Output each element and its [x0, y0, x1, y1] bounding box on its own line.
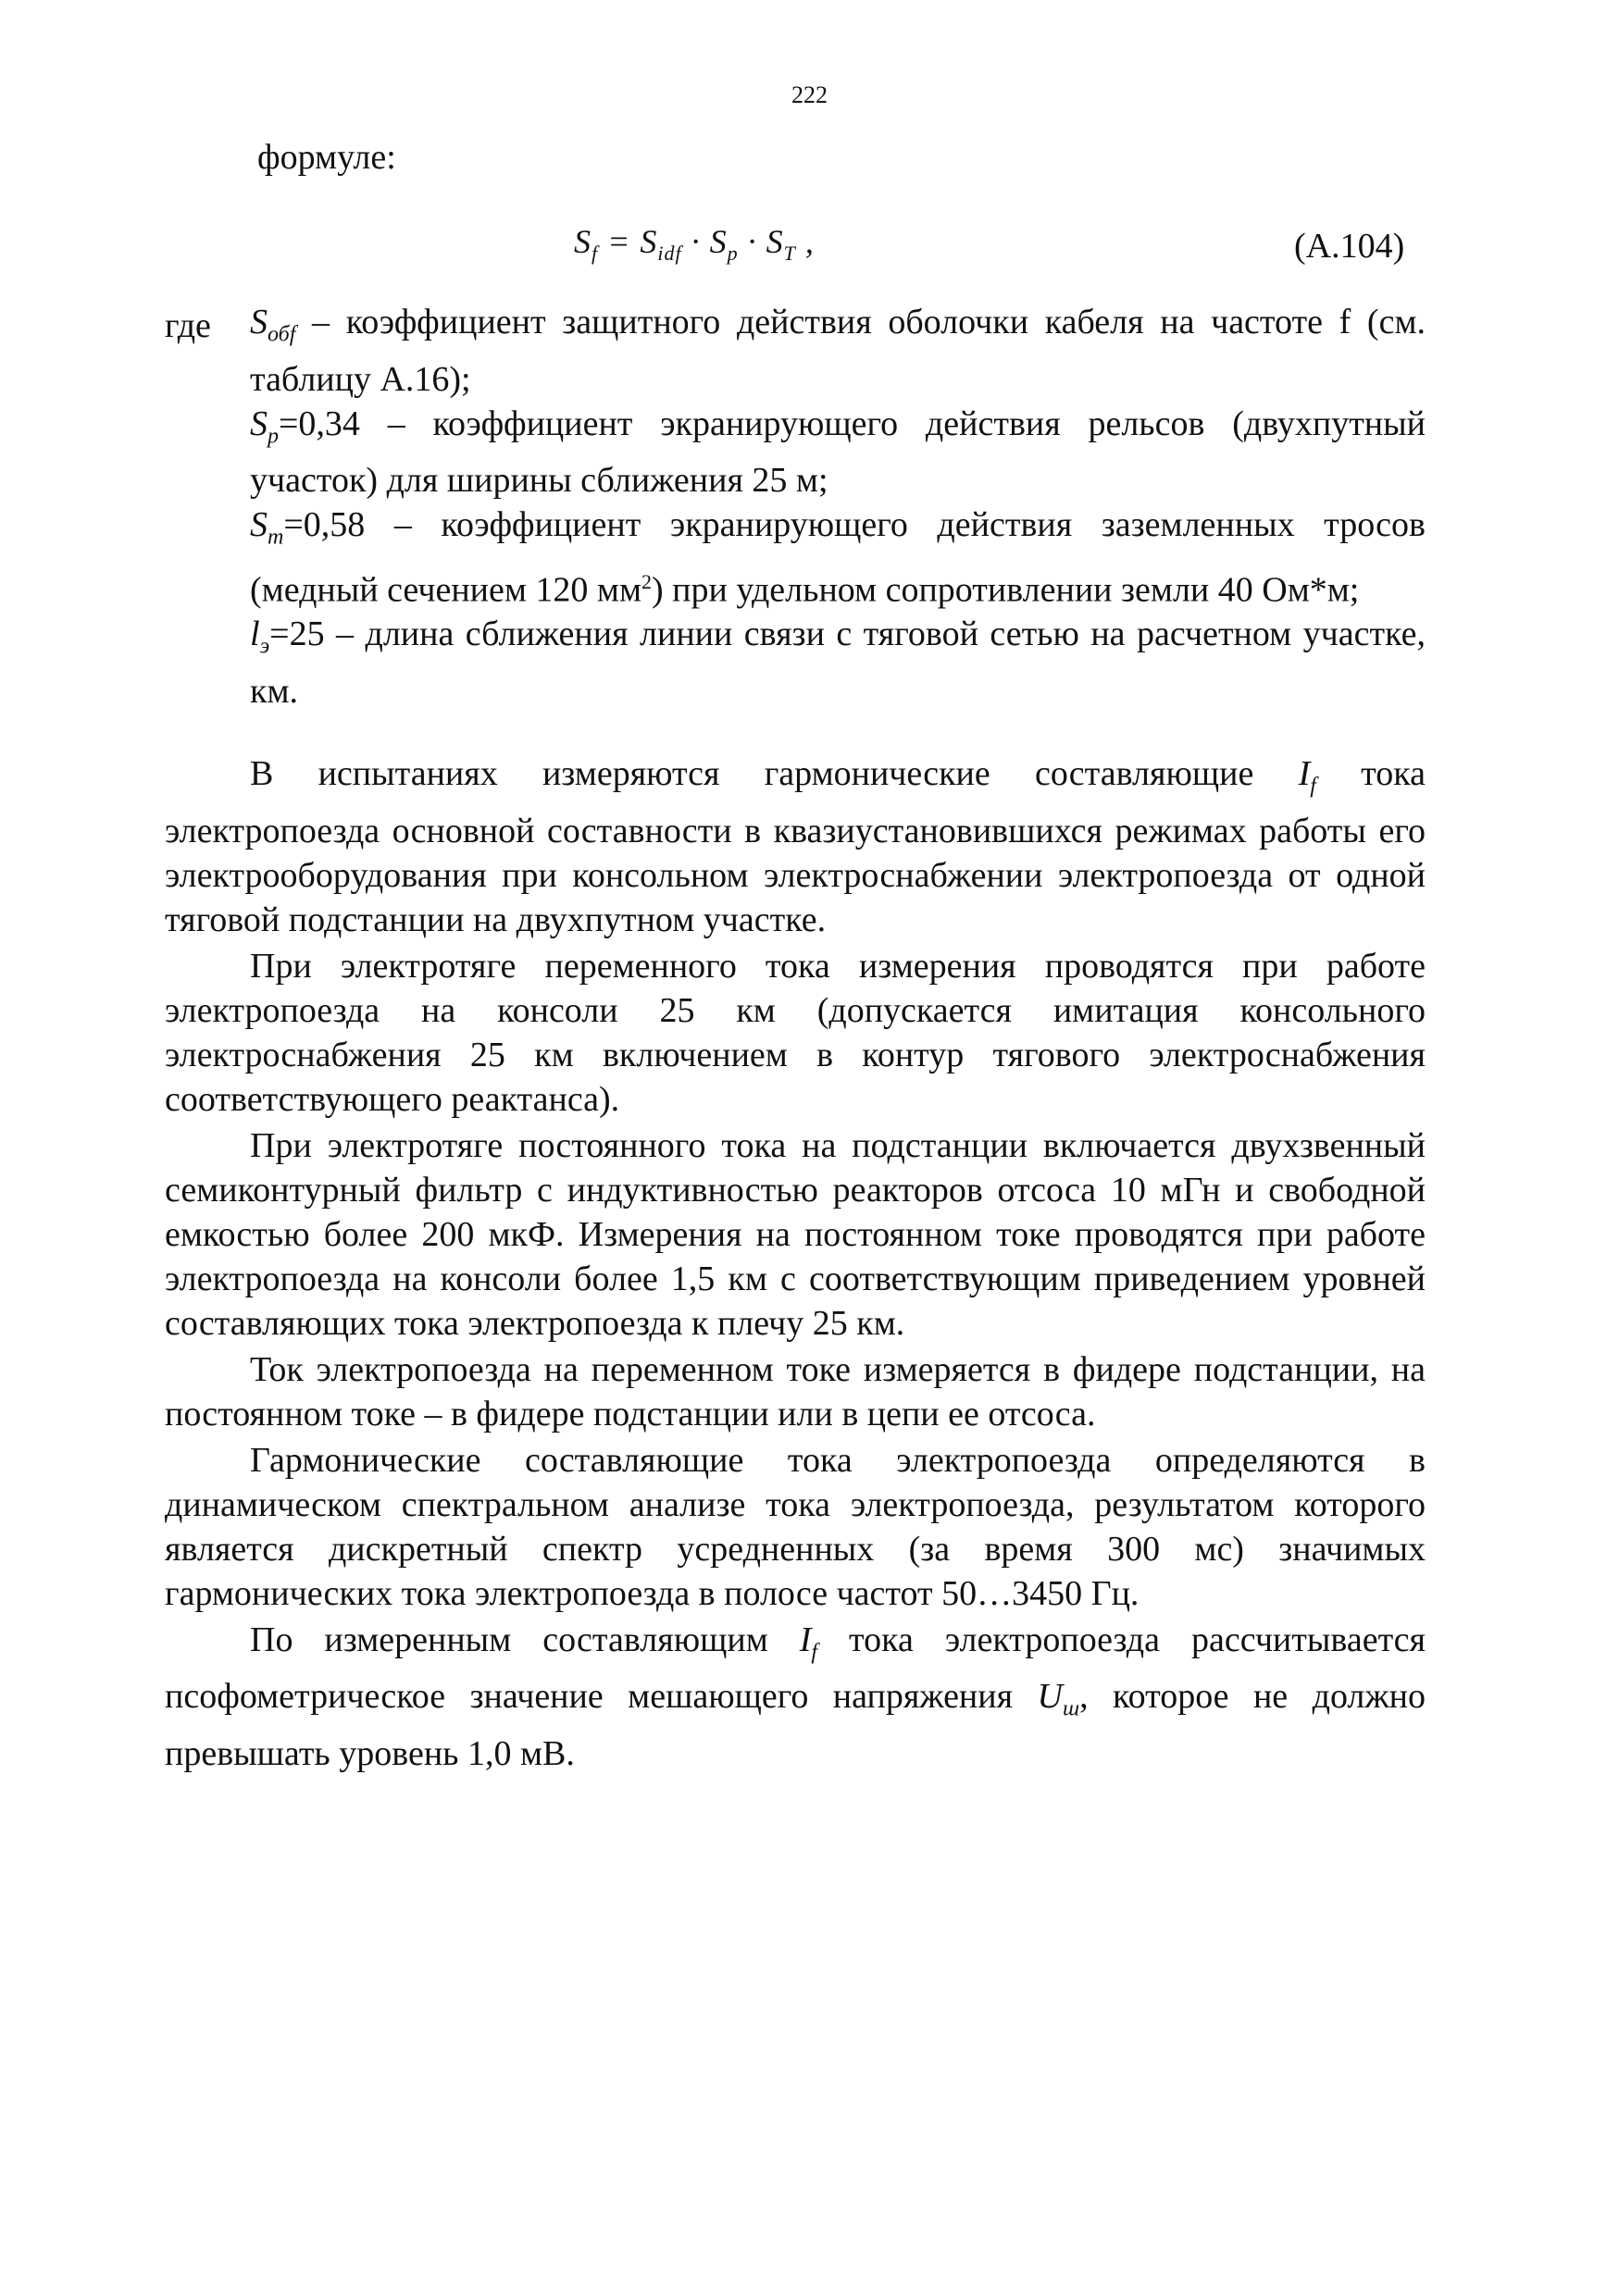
formula-term2-sub: p: [727, 242, 739, 266]
formula-term2: S: [709, 223, 728, 260]
formula-dot2: ·: [738, 223, 766, 260]
voltage-symbol: [1037, 1677, 1080, 1721]
definition-symbol-sub: т: [268, 525, 284, 550]
definition-symbol-base: l: [250, 614, 260, 654]
formula-term1: S: [640, 223, 658, 260]
definition-item: [250, 612, 1426, 714]
definition-item: [250, 300, 1426, 402]
formula-dot1: ·: [681, 223, 710, 260]
definition-symbol: [250, 505, 284, 550]
definition-symbol-sub: э: [259, 635, 270, 660]
where-label: где: [165, 306, 211, 345]
paragraph: [165, 751, 1426, 942]
current-symbol-sub: f: [1310, 774, 1316, 799]
voltage-symbol-base: U: [1037, 1677, 1063, 1717]
formula-lhs-sub: f: [592, 242, 599, 266]
definition-symbol-sub: р: [268, 424, 279, 449]
definition-symbol-base: S: [250, 505, 268, 545]
body-text: [165, 751, 1426, 1778]
definition-text: =0,58 – коэффициент экранирующего действия заземленных тросов (медный сечением 120 мм: [250, 505, 1426, 610]
voltage-symbol-sub: ш: [1062, 1696, 1080, 1721]
paragraph: При электротяге постоянного тока на подстанции включается двухзвенный семиконтурный фильтр с индуктивностью реакторов отсоса 10 мГн и свободной емкостью более 200 мкФ. Измерения на постоянном токе проводятся при работе электропоезда на консоли более 1,5 км с соответствующим приведением уровней составляющих тока электропоезда к плечу 25 км.: [165, 1125, 1426, 1343]
current-symbol-base: I: [1298, 754, 1311, 793]
formula-term3-sub: T: [783, 242, 796, 266]
paragraph: Гармонические составляющие тока электропоезда определяются в динамическом спектральном анализе тока электропоезда, результатом которого является дискретный спектр усредненных (за время 300 мс) значимых гармонических тока электропоезда в полосе частот 50…3450 Гц.: [165, 1440, 1426, 1613]
current-symbol-base: I: [799, 1620, 812, 1659]
definition-symbol: [250, 403, 279, 449]
formula-term3: S: [766, 223, 784, 260]
page-number: 222: [791, 81, 828, 108]
formula-eq: =: [598, 223, 641, 260]
current-symbol: [799, 1620, 818, 1665]
definition-item: [250, 402, 1426, 503]
definition-symbol-sub: обf: [268, 322, 296, 347]
definition-superscript: 2: [641, 569, 653, 593]
current-symbol: [1298, 754, 1316, 799]
definition-item: [250, 503, 1426, 612]
definition-text-continued: ) при удельном сопротивлении земли 40 Ом*м;: [652, 570, 1360, 610]
paragraph: При электротяге переменного тока измерения проводятся при работе электропоезда на консоли 25 км (допускается имитация консольного электроснабжения 25 км включением в контур тягового электроснабжения соответствующего реактанса).: [165, 946, 1426, 1119]
paragraph: Ток электропоезда на переменном токе измеряется в фидере подстанции, на постоянном токе – в фидере подстанции или в цепи ее отсоса.: [165, 1349, 1426, 1433]
paragraph-text: тока электропоезда основной составности в квазиустановившихся режимах работы его электрооборудования при консольном электроснабжении электропоезда от одной тяговой подстанции на двухпутном участке.: [165, 754, 1426, 939]
definition-symbol-base: S: [250, 303, 268, 341]
definition-text: – коэффициент защитного действия оболочки кабеля на частоте f (см. таблицу А.16);: [250, 303, 1426, 399]
paragraph-text: По измеренным составляющим: [250, 1620, 800, 1659]
formula-term1-sub: idf: [657, 242, 682, 266]
definition-symbol-base: S: [250, 403, 268, 443]
paragraph: [165, 1618, 1426, 1776]
definition-text: =0,34 – коэффициент экранирующего действия рельсов (двухпутный участок) для ширины сближения 25 м;: [250, 403, 1426, 501]
definitions-list: [250, 300, 1426, 714]
paragraph-text: тока электропоезда рассчитывается псофометрическое значение мешающего напряжения: [165, 1620, 1426, 1717]
intro-text: формуле:: [257, 138, 396, 177]
definition-symbol: [250, 614, 270, 660]
definition-text: =25 – длина сближения линии связи с тяговой сетью на расчетном участке, км.: [250, 614, 1426, 712]
definition-symbol: [250, 303, 296, 347]
formula-a104: [574, 222, 815, 266]
paragraph-text: , которое не должно превышать уровень 1,0 мВ.: [165, 1677, 1426, 1773]
formula-number: (А.104): [1294, 227, 1405, 266]
formula-tail: ,: [795, 223, 815, 260]
formula-lhs: S: [574, 223, 592, 260]
current-symbol-sub: f: [811, 1640, 818, 1665]
paragraph-text: В испытаниях измеряются гармонические составляющие: [250, 754, 1299, 793]
